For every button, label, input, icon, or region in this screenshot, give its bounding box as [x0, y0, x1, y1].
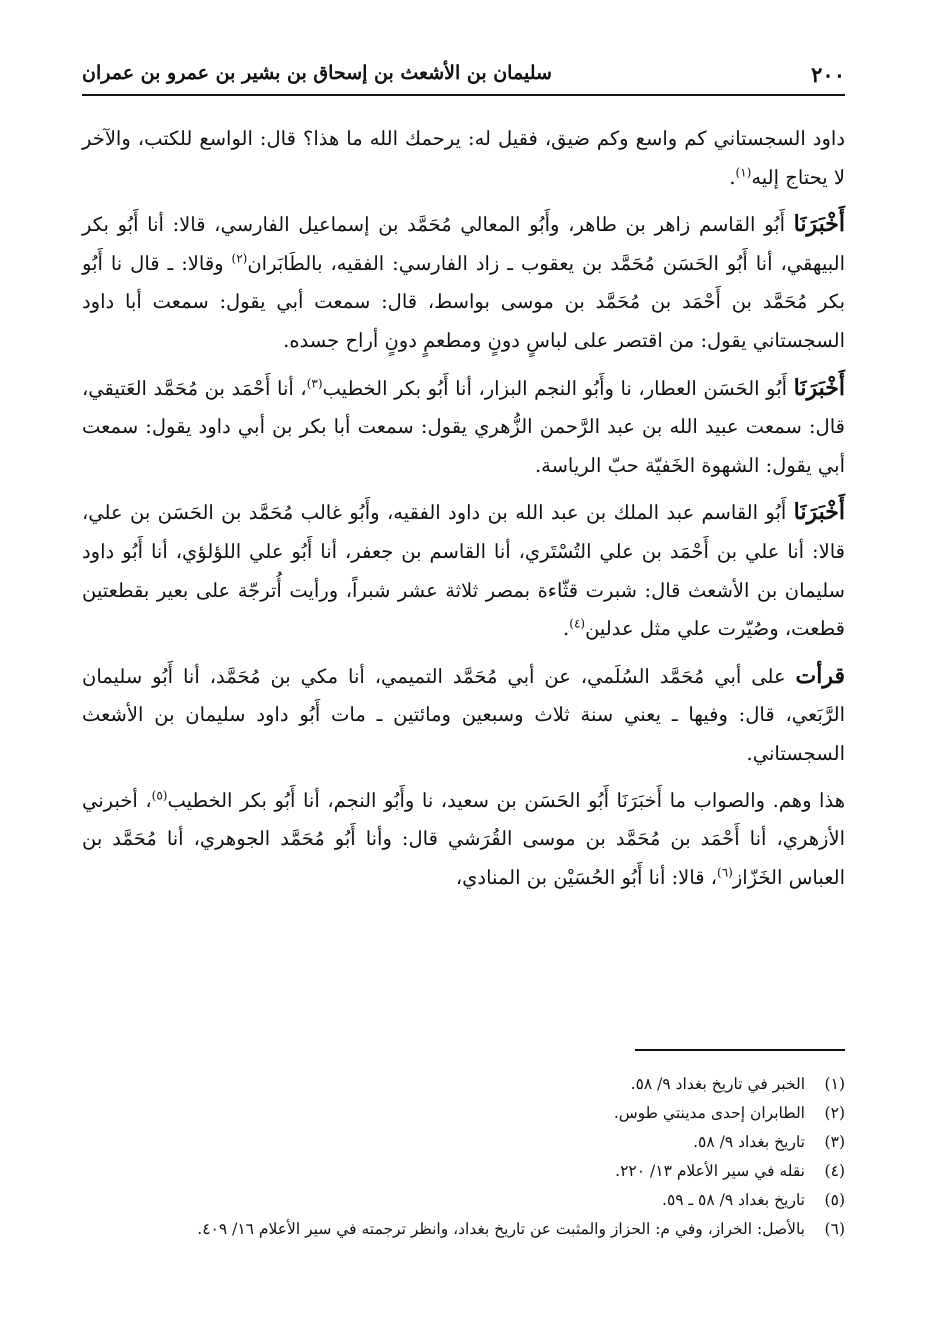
footnote	[82, 1215, 845, 1244]
page-header	[82, 56, 845, 96]
footnote	[82, 1070, 845, 1099]
footnote	[82, 1157, 845, 1186]
footnote-text: تاريخ بغداد ٩/ ٥٨ ـ ٥٩.	[662, 1191, 805, 1209]
paragraph-text: هذا وهم. والصواب ما أَخبَرَنَا أَبُو الحَسَن بن سعيد، نا وأَبُو النجم، أنا أَبُو بكر الخطيب	[167, 788, 845, 812]
paragraph-6	[82, 782, 845, 898]
paragraph-text: داود السجستاني كم واسع وكم ضيق، فقيل له: يرحمك الله ما هذا؟ قال: الواسع للكتب، والآخر لا يحتاج إليه	[82, 127, 845, 189]
footnotes	[82, 1070, 845, 1244]
narration-lead: أَخْبَرَنَا	[793, 499, 845, 526]
page-number: ٢٠٠	[811, 62, 845, 87]
footnote-ref-6: (٦)	[717, 865, 733, 880]
running-title: سليمان بن الأشعث بن إسحاق بن بشير بن عمرو بن عمران	[82, 62, 552, 84]
paragraph-4	[82, 493, 845, 648]
footnote-text: بالأصل: الخراز، وفي م: الحزاز والمثبت عن تاريخ بغداد، وانظر ترجمته في سير الأعلام ١٦/ ٤٠٩.	[197, 1220, 805, 1238]
paragraph-text: على أبي مُحَمَّد السُلَمي، عن أبي مُحَمَّد التميمي، أنا مكي بن مُحَمَّد، أنا أَبُو سليمان الرَّبَعي، قال: وفيها ـ يعني سنة ثلاث وسبعين ومائتين ـ مات أَبُو داود سليمان بن الأشعث السجستاني.	[82, 664, 845, 765]
footnote	[82, 1186, 845, 1215]
footnote-text: الطابران إحدى مدينتي طوس.	[613, 1104, 805, 1122]
footnote-mark: (٥)	[824, 1191, 845, 1209]
paragraph-text: أَبُو الحَسَن العطار، نا وأَبُو النجم البزار، أنا أَبُو بكر الخطيب	[322, 376, 794, 400]
footnote-text: نقله في سير الأعلام ١٣/ ٢٢٠.	[615, 1162, 805, 1180]
footnote-ref-5: (٥)	[151, 788, 168, 802]
paragraph-1	[82, 120, 845, 197]
footnote-ref-1: (١)	[735, 165, 752, 180]
paragraph-end: .	[729, 165, 736, 189]
footnote-mark: (٢)	[824, 1104, 845, 1122]
main-text	[82, 120, 845, 905]
footnote-divider	[635, 1049, 845, 1051]
narration-lead: أَخْبَرَنَا	[793, 374, 845, 401]
paragraph-2	[82, 205, 845, 360]
footnote-mark: (٣)	[824, 1133, 845, 1151]
paragraph-text: أَبُو القاسم زاهر بن طاهر، وأَبُو المعالي مُحَمَّد بن إسماعيل الفارسي، قالا: أنا أَبُو بكر البيهقي، أنا أَبُو الحَسَن مُحَمَّد بن يعقوب ـ زاد الفارسي: الفقيه، بالطَابَران	[82, 213, 845, 275]
paragraph-5	[82, 657, 845, 774]
footnote-mark: (١)	[824, 1075, 845, 1093]
footnote-ref-2: (٢)	[231, 251, 248, 266]
paragraph-text-end: ، قالا: أنا أَبُو الحُسَيْن بن المنادي،	[455, 865, 718, 889]
paragraph-3	[82, 369, 845, 486]
footnote-mark: (٤)	[824, 1162, 845, 1180]
paragraph-text-cont: وقالا: ـ قال نا أَبُو بكر مُحَمَّد بن أَحْمَد بن مُحَمَّد بن موسى بواسط، قال: سمعت أبي يقول: سمعت أبا داود السجستاني يقول: من اقتصر على لباسٍ دونٍ ومطعمٍ دونٍ أراح جسده.	[82, 251, 845, 352]
paragraph-text-cont: ، أخبرني الأزهري، أنا أَحْمَد بن مُحَمَّد بن موسى القُرَشي قال: وأنا أَبُو مُحَمَّد الجوهري، أنا مُحَمَّد بن العباس الخَزّاز	[82, 788, 845, 889]
footnote-text: تاريخ بغداد ٩/ ٥٨.	[693, 1133, 805, 1151]
paragraph-text-cont: ، أنا أَحْمَد بن مُحَمَّد العَتيقي، قال: سمعت عبيد الله بن عبد الرَّحمن الزُّهري يقول: سمعت أبا بكر بن أبي داود يقول: سمعت أبي يقول: الشهوة الخَفيّة حبّ الرياسة.	[82, 376, 845, 477]
footnote	[82, 1099, 845, 1128]
footnote-text: الخبر في تاريخ بغداد ٩/ ٥٨.	[630, 1075, 805, 1093]
paragraph-end: .	[563, 617, 570, 641]
paragraph-text: أَبُو القاسم عبد الملك بن عبد الله بن داود الفقيه، وأَبُو غالب مُحَمَّد بن الحَسَن بن علي، قالا: أنا علي بن أَحْمَد بن علي التُسْتَري، أنا القاسم بن جعفر، أنا أَبُو علي اللؤلؤي، أنا أَبُو داود سليمان بن الأشعث قال: شبرت قثّاءة بمصر ثلاثة عشر شبراً، ورأيت أُترجّة على بعير بقطعتين قطعت، وصُيّرت علي مثل عدلين	[82, 501, 845, 641]
narration-lead: أَخْبَرَنَا	[793, 211, 845, 238]
footnote-mark: (٦)	[824, 1220, 845, 1238]
narration-lead: قرأت	[795, 662, 845, 689]
footnote-ref-4: (٤)	[569, 616, 586, 631]
footnote	[82, 1128, 845, 1157]
footnote-ref-3: (٣)	[306, 376, 323, 391]
